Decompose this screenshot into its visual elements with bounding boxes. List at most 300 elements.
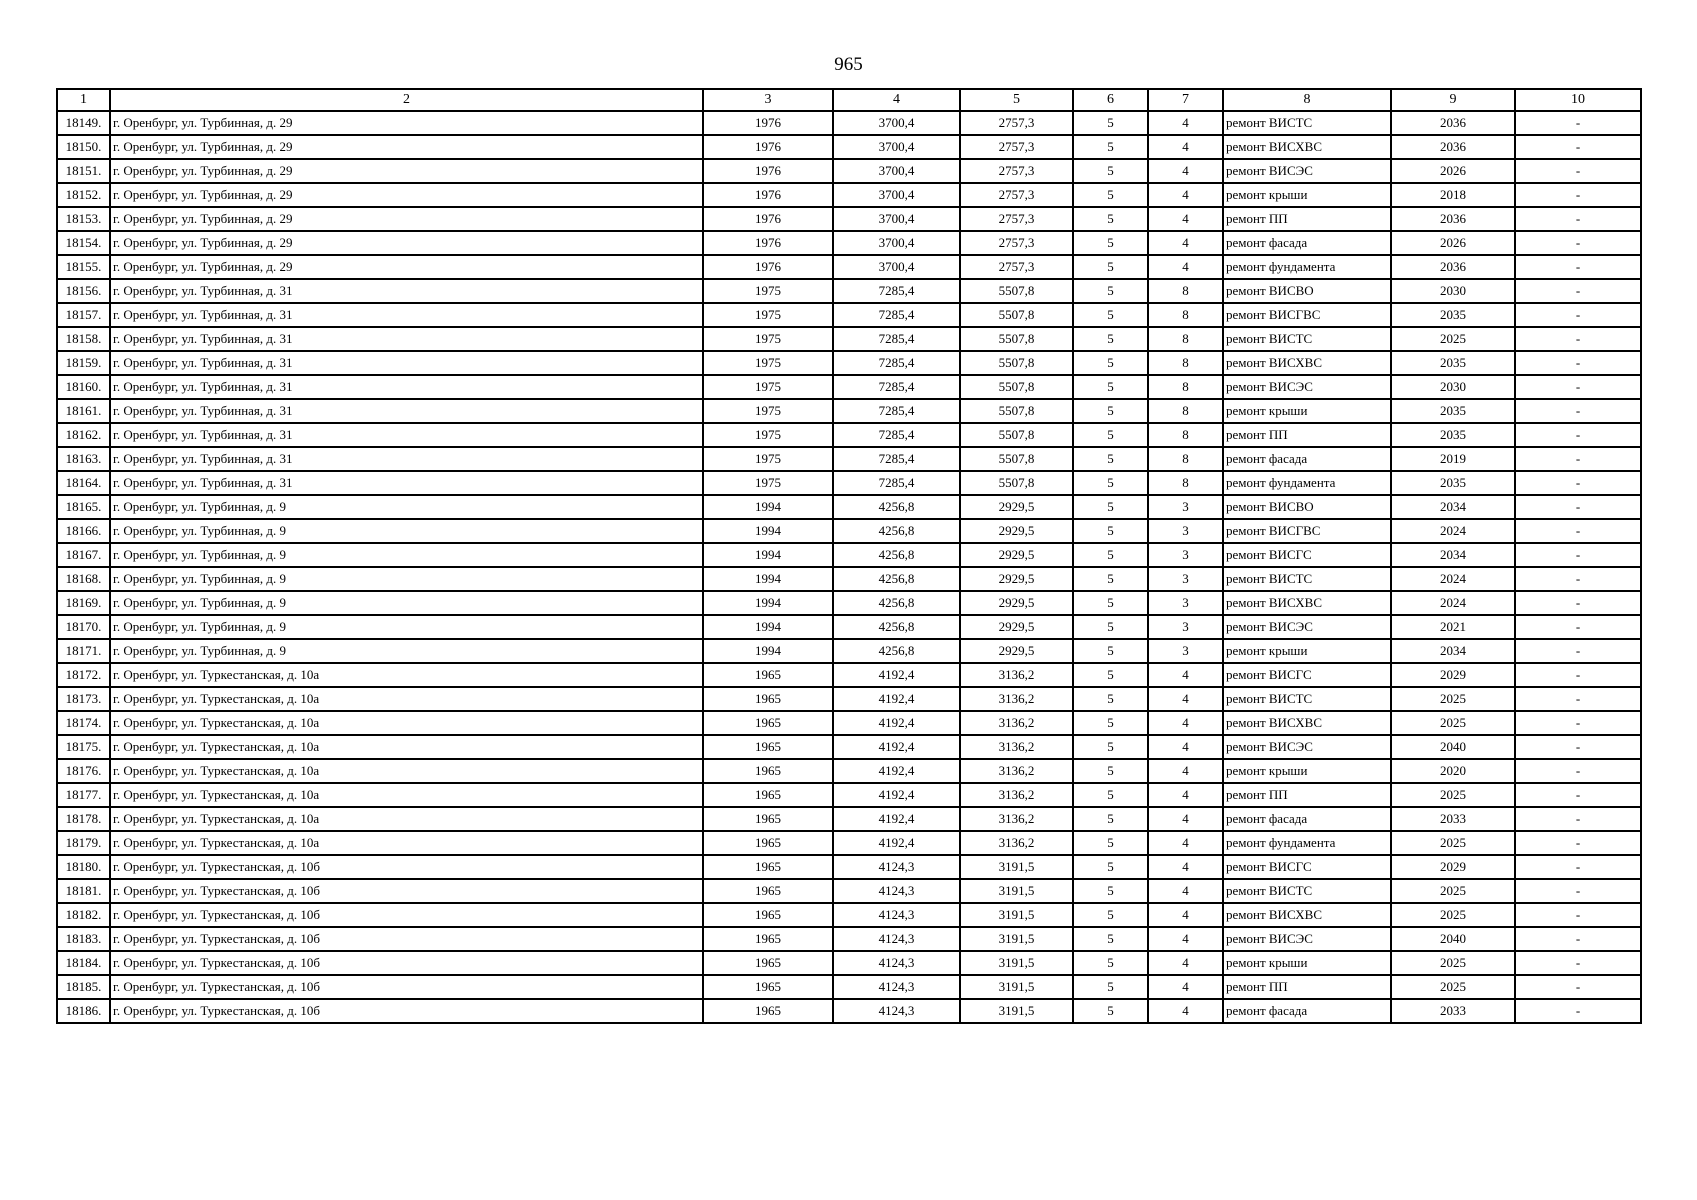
address-cell: г. Оренбург, ул. Туркестанская, д. 10а: [110, 759, 703, 783]
row-number-cell: 18158.: [57, 327, 110, 351]
planned-year-cell: 2024: [1391, 591, 1515, 615]
planned-year-cell: 2029: [1391, 663, 1515, 687]
table-row: [57, 831, 1641, 855]
year-built-cell: 1994: [703, 591, 833, 615]
year-built-cell: 1975: [703, 279, 833, 303]
floors-cell: 5: [1073, 783, 1148, 807]
year-built-cell: 1965: [703, 783, 833, 807]
note-cell: -: [1515, 879, 1641, 903]
year-built-cell: 1994: [703, 519, 833, 543]
row-number-cell: 18183.: [57, 927, 110, 951]
address-cell: г. Оренбург, ул. Турбинная, д. 31: [110, 351, 703, 375]
table-row: [57, 639, 1641, 663]
row-number-cell: 18150.: [57, 135, 110, 159]
living-area-cell: 3136,2: [960, 687, 1073, 711]
entrances-cell: 4: [1148, 759, 1223, 783]
table-row: [57, 495, 1641, 519]
row-number-cell: 18177.: [57, 783, 110, 807]
row-number-cell: 18154.: [57, 231, 110, 255]
floors-cell: 5: [1073, 567, 1148, 591]
work-type-cell: ремонт ВИСЭС: [1223, 927, 1391, 951]
work-type-cell: ремонт ВИСЭС: [1223, 375, 1391, 399]
year-built-cell: 1965: [703, 999, 833, 1023]
row-number-cell: 18184.: [57, 951, 110, 975]
row-number-cell: 18149.: [57, 111, 110, 135]
row-number-cell: 18163.: [57, 447, 110, 471]
entrances-cell: 8: [1148, 399, 1223, 423]
year-built-cell: 1965: [703, 687, 833, 711]
entrances-cell: 4: [1148, 711, 1223, 735]
entrances-cell: 8: [1148, 279, 1223, 303]
living-area-cell: 3136,2: [960, 735, 1073, 759]
year-built-cell: 1976: [703, 135, 833, 159]
address-cell: г. Оренбург, ул. Туркестанская, д. 10б: [110, 855, 703, 879]
entrances-cell: 8: [1148, 471, 1223, 495]
address-cell: г. Оренбург, ул. Турбинная, д. 9: [110, 615, 703, 639]
total-area-cell: 4124,3: [833, 855, 960, 879]
total-area-cell: 7285,4: [833, 447, 960, 471]
work-type-cell: ремонт ВИСТС: [1223, 687, 1391, 711]
floors-cell: 5: [1073, 759, 1148, 783]
work-type-cell: ремонт ВИСХВС: [1223, 135, 1391, 159]
note-cell: -: [1515, 423, 1641, 447]
address-cell: г. Оренбург, ул. Туркестанская, д. 10а: [110, 831, 703, 855]
table-row: [57, 111, 1641, 135]
table-row: [57, 591, 1641, 615]
floors-cell: 5: [1073, 951, 1148, 975]
floors-cell: 5: [1073, 543, 1148, 567]
row-number-cell: 18174.: [57, 711, 110, 735]
work-type-cell: ремонт ВИСЭС: [1223, 159, 1391, 183]
address-cell: г. Оренбург, ул. Туркестанская, д. 10а: [110, 783, 703, 807]
note-cell: -: [1515, 663, 1641, 687]
work-type-cell: ремонт ПП: [1223, 783, 1391, 807]
note-cell: -: [1515, 279, 1641, 303]
living-area-cell: 5507,8: [960, 375, 1073, 399]
work-type-cell: ремонт ВИСХВС: [1223, 591, 1391, 615]
floors-cell: 5: [1073, 591, 1148, 615]
entrances-cell: 4: [1148, 183, 1223, 207]
year-built-cell: 1994: [703, 567, 833, 591]
work-type-cell: ремонт фундамента: [1223, 471, 1391, 495]
note-cell: -: [1515, 951, 1641, 975]
row-number-cell: 18152.: [57, 183, 110, 207]
row-number-cell: 18172.: [57, 663, 110, 687]
total-area-cell: 4124,3: [833, 975, 960, 999]
floors-cell: 5: [1073, 855, 1148, 879]
planned-year-cell: 2036: [1391, 255, 1515, 279]
entrances-cell: 8: [1148, 423, 1223, 447]
entrances-cell: 4: [1148, 663, 1223, 687]
planned-year-cell: 2034: [1391, 639, 1515, 663]
table-row: [57, 999, 1641, 1023]
living-area-cell: 2757,3: [960, 111, 1073, 135]
floors-cell: 5: [1073, 927, 1148, 951]
row-number-cell: 18160.: [57, 375, 110, 399]
work-type-cell: ремонт ВИСТС: [1223, 567, 1391, 591]
planned-year-cell: 2021: [1391, 615, 1515, 639]
address-cell: г. Оренбург, ул. Турбинная, д. 31: [110, 471, 703, 495]
living-area-cell: 2929,5: [960, 591, 1073, 615]
entrances-cell: 4: [1148, 903, 1223, 927]
living-area-cell: 3136,2: [960, 711, 1073, 735]
planned-year-cell: 2020: [1391, 759, 1515, 783]
table-row: [57, 303, 1641, 327]
row-number-cell: 18159.: [57, 351, 110, 375]
entrances-cell: 4: [1148, 231, 1223, 255]
living-area-cell: 5507,8: [960, 351, 1073, 375]
total-area-cell: 4192,4: [833, 783, 960, 807]
floors-cell: 5: [1073, 999, 1148, 1023]
work-type-cell: ремонт крыши: [1223, 759, 1391, 783]
year-built-cell: 1965: [703, 831, 833, 855]
floors-cell: 5: [1073, 495, 1148, 519]
note-cell: -: [1515, 183, 1641, 207]
planned-year-cell: 2026: [1391, 159, 1515, 183]
floors-cell: 5: [1073, 735, 1148, 759]
work-type-cell: ремонт ВИСХВС: [1223, 711, 1391, 735]
note-cell: -: [1515, 159, 1641, 183]
table-row: [57, 327, 1641, 351]
address-cell: г. Оренбург, ул. Турбинная, д. 31: [110, 447, 703, 471]
living-area-cell: 5507,8: [960, 279, 1073, 303]
entrances-cell: 4: [1148, 135, 1223, 159]
table-row: [57, 807, 1641, 831]
row-number-cell: 18182.: [57, 903, 110, 927]
table-row: [57, 735, 1641, 759]
entrances-cell: 3: [1148, 495, 1223, 519]
work-type-cell: ремонт фасада: [1223, 447, 1391, 471]
planned-year-cell: 2033: [1391, 807, 1515, 831]
note-cell: -: [1515, 327, 1641, 351]
floors-cell: 5: [1073, 159, 1148, 183]
floors-cell: 5: [1073, 615, 1148, 639]
entrances-cell: 8: [1148, 303, 1223, 327]
row-number-cell: 18181.: [57, 879, 110, 903]
planned-year-cell: 2025: [1391, 951, 1515, 975]
table-row: [57, 543, 1641, 567]
planned-year-cell: 2025: [1391, 687, 1515, 711]
total-area-cell: 4124,3: [833, 927, 960, 951]
total-area-cell: 7285,4: [833, 471, 960, 495]
floors-cell: 5: [1073, 231, 1148, 255]
header-col-address: 2: [110, 89, 703, 111]
table-row: [57, 399, 1641, 423]
total-area-cell: 7285,4: [833, 327, 960, 351]
address-cell: г. Оренбург, ул. Туркестанская, д. 10б: [110, 999, 703, 1023]
address-cell: г. Оренбург, ул. Туркестанская, д. 10б: [110, 975, 703, 999]
floors-cell: 5: [1073, 423, 1148, 447]
table-row: [57, 951, 1641, 975]
entrances-cell: 4: [1148, 255, 1223, 279]
living-area-cell: 2757,3: [960, 159, 1073, 183]
work-type-cell: ремонт фасада: [1223, 807, 1391, 831]
row-number-cell: 18155.: [57, 255, 110, 279]
floors-cell: 5: [1073, 279, 1148, 303]
work-type-cell: ремонт ПП: [1223, 207, 1391, 231]
planned-year-cell: 2035: [1391, 423, 1515, 447]
entrances-cell: 4: [1148, 975, 1223, 999]
work-type-cell: ремонт ВИСТС: [1223, 879, 1391, 903]
note-cell: -: [1515, 855, 1641, 879]
entrances-cell: 8: [1148, 351, 1223, 375]
total-area-cell: 4192,4: [833, 735, 960, 759]
address-cell: г. Оренбург, ул. Турбинная, д. 31: [110, 327, 703, 351]
total-area-cell: 4256,8: [833, 543, 960, 567]
planned-year-cell: 2033: [1391, 999, 1515, 1023]
entrances-cell: 4: [1148, 159, 1223, 183]
year-built-cell: 1965: [703, 903, 833, 927]
note-cell: -: [1515, 999, 1641, 1023]
total-area-cell: 4192,4: [833, 687, 960, 711]
row-number-cell: 18165.: [57, 495, 110, 519]
total-area-cell: 4124,3: [833, 951, 960, 975]
planned-year-cell: 2034: [1391, 495, 1515, 519]
floors-cell: 5: [1073, 663, 1148, 687]
floors-cell: 5: [1073, 471, 1148, 495]
total-area-cell: 4124,3: [833, 879, 960, 903]
table-row: [57, 855, 1641, 879]
planned-year-cell: 2036: [1391, 111, 1515, 135]
row-number-cell: 18178.: [57, 807, 110, 831]
table-row: [57, 231, 1641, 255]
planned-year-cell: 2025: [1391, 711, 1515, 735]
work-type-cell: ремонт ВИСГВС: [1223, 519, 1391, 543]
entrances-cell: 4: [1148, 111, 1223, 135]
year-built-cell: 1975: [703, 471, 833, 495]
row-number-cell: 18168.: [57, 567, 110, 591]
entrances-cell: 4: [1148, 207, 1223, 231]
row-number-cell: 18173.: [57, 687, 110, 711]
living-area-cell: 5507,8: [960, 471, 1073, 495]
note-cell: -: [1515, 135, 1641, 159]
total-area-cell: 4192,4: [833, 711, 960, 735]
planned-year-cell: 2035: [1391, 303, 1515, 327]
total-area-cell: 4256,8: [833, 519, 960, 543]
living-area-cell: 3191,5: [960, 951, 1073, 975]
floors-cell: 5: [1073, 351, 1148, 375]
year-built-cell: 1994: [703, 495, 833, 519]
planned-year-cell: 2035: [1391, 399, 1515, 423]
header-col-living-area: 5: [960, 89, 1073, 111]
living-area-cell: 5507,8: [960, 447, 1073, 471]
year-built-cell: 1965: [703, 879, 833, 903]
table-row: [57, 375, 1641, 399]
address-cell: г. Оренбург, ул. Турбинная, д. 29: [110, 231, 703, 255]
floors-cell: 5: [1073, 975, 1148, 999]
address-cell: г. Оренбург, ул. Туркестанская, д. 10а: [110, 711, 703, 735]
row-number-cell: 18175.: [57, 735, 110, 759]
planned-year-cell: 2026: [1391, 231, 1515, 255]
total-area-cell: 3700,4: [833, 231, 960, 255]
total-area-cell: 3700,4: [833, 159, 960, 183]
address-cell: г. Оренбург, ул. Турбинная, д. 31: [110, 279, 703, 303]
total-area-cell: 4256,8: [833, 591, 960, 615]
row-number-cell: 18164.: [57, 471, 110, 495]
table-row: [57, 519, 1641, 543]
year-built-cell: 1976: [703, 231, 833, 255]
total-area-cell: 4256,8: [833, 615, 960, 639]
floors-cell: 5: [1073, 687, 1148, 711]
total-area-cell: 3700,4: [833, 135, 960, 159]
living-area-cell: 3191,5: [960, 903, 1073, 927]
row-number-cell: 18153.: [57, 207, 110, 231]
table-body: [57, 111, 1641, 1023]
row-number-cell: 18157.: [57, 303, 110, 327]
note-cell: -: [1515, 687, 1641, 711]
work-type-cell: ремонт ВИСЭС: [1223, 735, 1391, 759]
work-type-cell: ремонт крыши: [1223, 183, 1391, 207]
entrances-cell: 3: [1148, 639, 1223, 663]
header-col-total-area: 4: [833, 89, 960, 111]
address-cell: г. Оренбург, ул. Туркестанская, д. 10б: [110, 879, 703, 903]
address-cell: г. Оренбург, ул. Турбинная, д. 31: [110, 375, 703, 399]
row-number-cell: 18161.: [57, 399, 110, 423]
row-number-cell: 18162.: [57, 423, 110, 447]
planned-year-cell: 2025: [1391, 783, 1515, 807]
planned-year-cell: 2040: [1391, 927, 1515, 951]
note-cell: -: [1515, 519, 1641, 543]
entrances-cell: 4: [1148, 951, 1223, 975]
header-col-note: 10: [1515, 89, 1641, 111]
year-built-cell: 1994: [703, 639, 833, 663]
table-row: [57, 711, 1641, 735]
table-row: [57, 687, 1641, 711]
note-cell: -: [1515, 783, 1641, 807]
floors-cell: 5: [1073, 207, 1148, 231]
living-area-cell: 5507,8: [960, 327, 1073, 351]
row-number-cell: 18176.: [57, 759, 110, 783]
floors-cell: 5: [1073, 639, 1148, 663]
table-row: [57, 135, 1641, 159]
address-cell: г. Оренбург, ул. Турбинная, д. 9: [110, 567, 703, 591]
floors-cell: 5: [1073, 255, 1148, 279]
year-built-cell: 1976: [703, 183, 833, 207]
note-cell: -: [1515, 735, 1641, 759]
entrances-cell: 4: [1148, 831, 1223, 855]
total-area-cell: 3700,4: [833, 255, 960, 279]
living-area-cell: 2929,5: [960, 519, 1073, 543]
table-row: [57, 927, 1641, 951]
address-cell: г. Оренбург, ул. Туркестанская, д. 10б: [110, 903, 703, 927]
table-row: [57, 783, 1641, 807]
living-area-cell: 2757,3: [960, 183, 1073, 207]
living-area-cell: 3136,2: [960, 807, 1073, 831]
planned-year-cell: 2035: [1391, 471, 1515, 495]
floors-cell: 5: [1073, 903, 1148, 927]
year-built-cell: 1965: [703, 951, 833, 975]
table-header-row: [57, 89, 1641, 111]
living-area-cell: 3136,2: [960, 759, 1073, 783]
table-row: [57, 471, 1641, 495]
entrances-cell: 4: [1148, 855, 1223, 879]
total-area-cell: 4192,4: [833, 663, 960, 687]
total-area-cell: 3700,4: [833, 207, 960, 231]
total-area-cell: 7285,4: [833, 279, 960, 303]
table-row: [57, 255, 1641, 279]
table-row: [57, 903, 1641, 927]
year-built-cell: 1965: [703, 711, 833, 735]
row-number-cell: 18179.: [57, 831, 110, 855]
planned-year-cell: 2036: [1391, 135, 1515, 159]
entrances-cell: 3: [1148, 591, 1223, 615]
living-area-cell: 3191,5: [960, 975, 1073, 999]
table-row: [57, 207, 1641, 231]
address-cell: г. Оренбург, ул. Турбинная, д. 31: [110, 399, 703, 423]
total-area-cell: 4192,4: [833, 831, 960, 855]
row-number-cell: 18186.: [57, 999, 110, 1023]
planned-year-cell: 2019: [1391, 447, 1515, 471]
address-cell: г. Оренбург, ул. Турбинная, д. 29: [110, 255, 703, 279]
planned-year-cell: 2040: [1391, 735, 1515, 759]
living-area-cell: 2757,3: [960, 135, 1073, 159]
year-built-cell: 1976: [703, 111, 833, 135]
living-area-cell: 2757,3: [960, 231, 1073, 255]
row-number-cell: 18180.: [57, 855, 110, 879]
year-built-cell: 1975: [703, 351, 833, 375]
note-cell: -: [1515, 375, 1641, 399]
row-number-cell: 18151.: [57, 159, 110, 183]
header-col-row-number: 1: [57, 89, 110, 111]
total-area-cell: 4192,4: [833, 759, 960, 783]
living-area-cell: 3191,5: [960, 879, 1073, 903]
address-cell: г. Оренбург, ул. Туркестанская, д. 10б: [110, 927, 703, 951]
year-built-cell: 1975: [703, 399, 833, 423]
planned-year-cell: 2025: [1391, 879, 1515, 903]
note-cell: -: [1515, 831, 1641, 855]
living-area-cell: 3136,2: [960, 831, 1073, 855]
total-area-cell: 7285,4: [833, 375, 960, 399]
total-area-cell: 4256,8: [833, 567, 960, 591]
address-cell: г. Оренбург, ул. Турбинная, д. 29: [110, 183, 703, 207]
address-cell: г. Оренбург, ул. Туркестанская, д. 10а: [110, 687, 703, 711]
table-row: [57, 975, 1641, 999]
work-type-cell: ремонт ПП: [1223, 423, 1391, 447]
floors-cell: 5: [1073, 183, 1148, 207]
header-col-planned-year: 9: [1391, 89, 1515, 111]
floors-cell: 5: [1073, 519, 1148, 543]
work-type-cell: ремонт ВИСТС: [1223, 111, 1391, 135]
year-built-cell: 1975: [703, 447, 833, 471]
living-area-cell: 2929,5: [960, 615, 1073, 639]
note-cell: -: [1515, 207, 1641, 231]
note-cell: -: [1515, 231, 1641, 255]
row-number-cell: 18171.: [57, 639, 110, 663]
note-cell: -: [1515, 711, 1641, 735]
living-area-cell: 2929,5: [960, 543, 1073, 567]
living-area-cell: 5507,8: [960, 423, 1073, 447]
planned-year-cell: 2034: [1391, 543, 1515, 567]
header-col-entrances: 7: [1148, 89, 1223, 111]
note-cell: -: [1515, 111, 1641, 135]
work-type-cell: ремонт фасада: [1223, 999, 1391, 1023]
work-type-cell: ремонт ПП: [1223, 975, 1391, 999]
address-cell: г. Оренбург, ул. Турбинная, д. 29: [110, 135, 703, 159]
table-row: [57, 615, 1641, 639]
planned-year-cell: 2036: [1391, 207, 1515, 231]
work-type-cell: ремонт фундамента: [1223, 255, 1391, 279]
table-row: [57, 567, 1641, 591]
work-type-cell: ремонт ВИСГС: [1223, 663, 1391, 687]
address-cell: г. Оренбург, ул. Туркестанская, д. 10а: [110, 663, 703, 687]
note-cell: -: [1515, 615, 1641, 639]
total-area-cell: 3700,4: [833, 183, 960, 207]
work-type-cell: ремонт ВИСГС: [1223, 543, 1391, 567]
year-built-cell: 1994: [703, 543, 833, 567]
floors-cell: 5: [1073, 327, 1148, 351]
note-cell: -: [1515, 543, 1641, 567]
entrances-cell: 4: [1148, 879, 1223, 903]
